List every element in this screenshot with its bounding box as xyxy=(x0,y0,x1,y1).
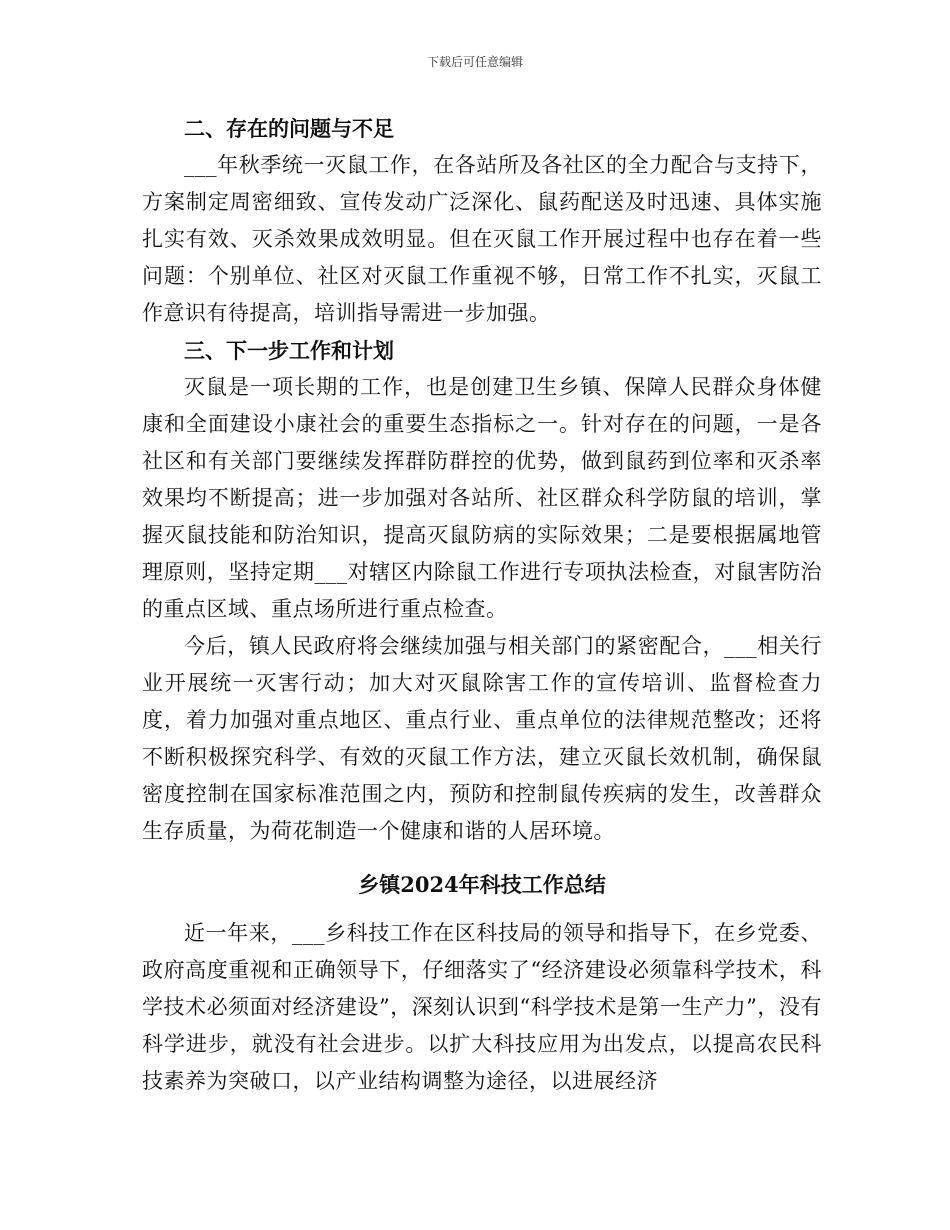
section-heading-next-steps: 三、下一步工作和计划 xyxy=(184,338,394,363)
page-header: 下载后可任意编辑 xyxy=(426,55,523,69)
document-title-tech-summary: 乡镇2024年科技工作总结 xyxy=(358,872,606,897)
paragraph-problems: ___年秋季统一灭鼠工作，在各站所及各社区的全力配合与支持下，方案制定周密细致、宣传发动广泛深化、鼠药配送及时迅速、具体实施扎实有效、灭杀效果成效明显。但在灭鼠工作开展过程中也存在着一些问题：个别单位、社区对灭鼠工作重视不够，日常工作不扎实，灭鼠工作意识有待提高，培训指导需进一步加强。 xyxy=(142,153,822,325)
section-heading-problems: 二、存在的问题与不足 xyxy=(184,116,394,141)
paragraph-tech-summary: 近一年来，___乡科技工作在区科技局的领导和指导下，在乡党委、政府高度重视和正确领导下，仔细落实了“经济建设必须靠科学技术，科学技术必须面对经济建设”，深刻认识到“科学技术是第一生产力”，没有科学进步，就没有社会进步。以扩大科技应用为出发点，以提高农民科技素养为突破口，以产业结构调整为途径，以进展经济 xyxy=(142,921,822,1093)
paragraph-next-steps: 灭鼠是一项长期的工作，也是创建卫生乡镇、保障人民群众身体健康和全面建设小康社会的重要生态指标之一。针对存在的问题，一是各社区和有关部门要继续发挥群防群控的优势，做到鼠药到位率和灭杀率效果均不断提高；进一步加强对各站所、社区群众科学防鼠的培训，掌握灭鼠技能和防治知识，提高灭鼠防病的实际效果；二是要根据属地管理原则，坚持定期___对辖区内除鼠工作进行专项执法检查，对鼠害防治的重点区域、重点场所进行重点检查。 xyxy=(142,375,822,621)
paragraph-future-plans: 今后，镇人民政府将会继续加强与相关部门的紧密配合，___相关行业开展统一灭害行动；加大对灭鼠除害工作的宣传培训、监督检查力度，着力加强对重点地区、重点行业、重点单位的法律规范整改；还将不断积极探究科学、有效的灭鼠工作方法，建立灭鼠长效机制，确保鼠密度控制在国家标准范围之内，预防和控制鼠传疾病的发生，改善群众生存质量，为荷花制造一个健康和谐的人居环境。 xyxy=(142,634,822,843)
document-body xyxy=(142,110,822,1100)
